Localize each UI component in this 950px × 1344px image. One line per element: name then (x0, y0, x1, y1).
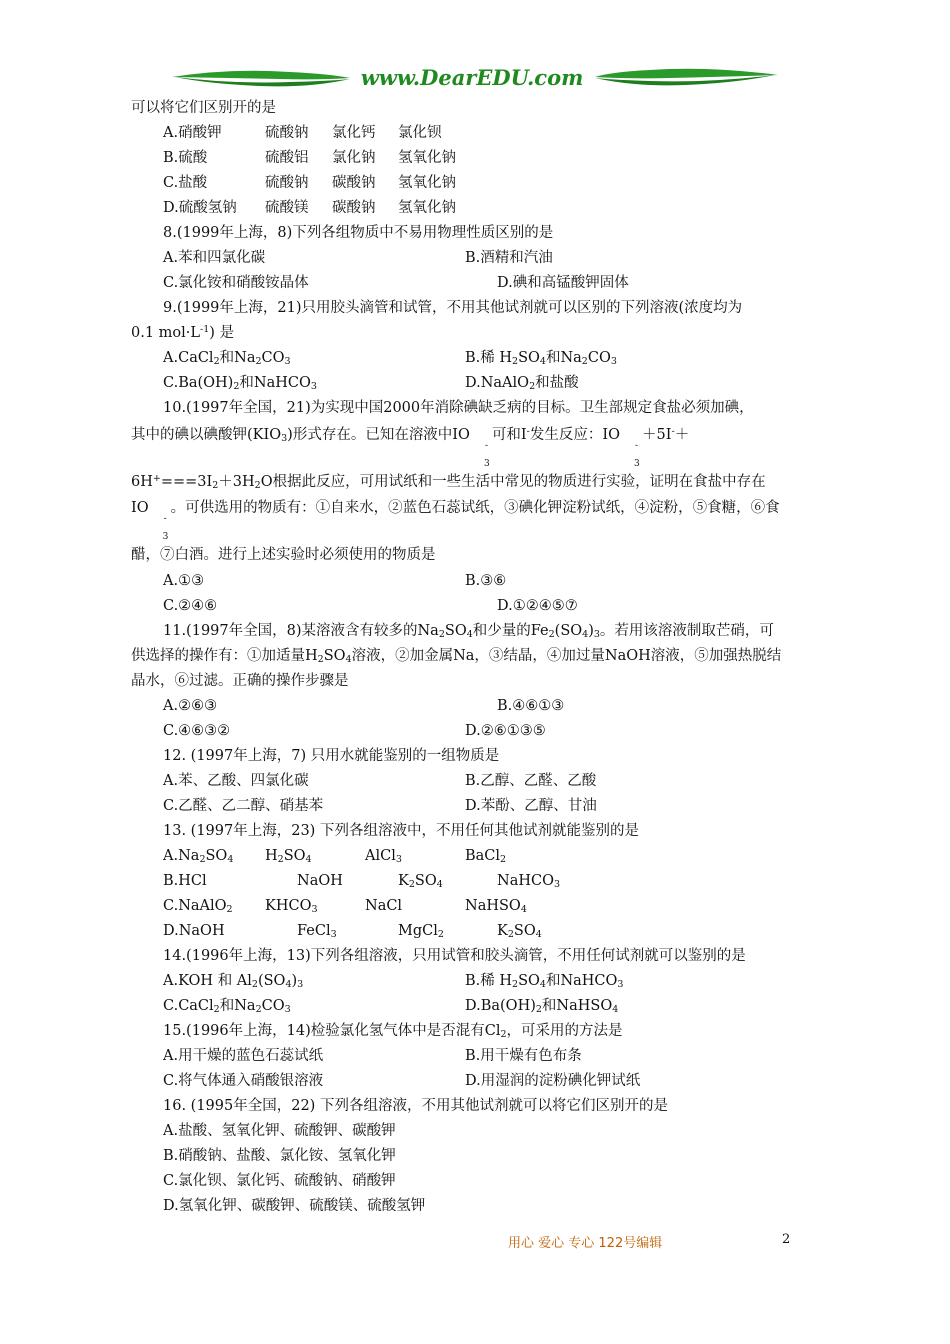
option: C.盐酸 (163, 175, 208, 191)
question-9-cont: 0.1 $mol\cdot L^{-1}$) 是 (131, 324, 235, 341)
option-item: 氢氧化钠 (398, 200, 456, 216)
question-9: 9.(1999年上海，21)只用胶头滴管和试管，不用其他试剂就可以区别的下列溶液(浓度均为 (163, 300, 743, 316)
text-line: 可以将它们区别开的是 (131, 100, 276, 116)
option-item: $K_2SO_4$ (497, 923, 542, 940)
option: B.硫酸 (163, 150, 208, 166)
option-item: FeCl$_3$ (297, 923, 337, 940)
page-number: 2 (782, 1232, 791, 1247)
option-b: B.HCl (163, 873, 207, 889)
question-14: 14.(1996年上海，13)下列各组溶液，只用试管和胶头滴管，不用任何试剂就可以鉴别的是 (163, 948, 746, 964)
question-10: 10.(1997年全国，21)为实现中国2000年消除碘缺乏病的目标。卫生部规定食盐必须加碘， (163, 400, 754, 416)
question-10-line5: 醋，⑦白酒。进行上述实验时必须使用的物质是 (131, 547, 436, 563)
option-d: D.①②④⑤⑦ (497, 598, 578, 614)
footer-text: 用心 爱心 专心 122号编辑 (508, 1236, 663, 1251)
option-b: B.用干燥有色布条 (465, 1048, 582, 1064)
option-item: 硫酸镁 (265, 200, 309, 216)
option-d: D.氢氧化钾、碳酸钾、硫酸镁、硫酸氢钾 (163, 1198, 426, 1214)
option-item: 硫酸铝 (265, 150, 309, 166)
site-logo (170, 60, 780, 100)
option-item: 碳酸钠 (332, 175, 376, 191)
option-c: C.将气体通入硝酸银溶液 (163, 1073, 324, 1089)
option-item: 氯化钠 (332, 150, 376, 166)
option-c: C.NaAlO$_2$ (163, 898, 233, 915)
option-item: NaCl (365, 898, 403, 914)
option-b: B.硝酸钠、盐酸、氯化铵、氢氧化钾 (163, 1148, 396, 1164)
option-item: 氢氧化钠 (398, 150, 456, 166)
option-item: 碳酸钠 (332, 200, 376, 216)
option-item: 氯化钙 (332, 125, 376, 141)
option-d: D.②⑥①③⑤ (465, 723, 546, 739)
option-item: NaHCO$_3$ (497, 873, 561, 890)
option-d: D.用湿润的淀粉碘化钾试纸 (465, 1073, 641, 1089)
option-item: 硫酸钠 (265, 175, 309, 191)
question-10-line4: IO - 3 。可供选用的物质有：①自来水，②蓝色石蕊试纸，③碘化钾淀粉试纸，④淀粉，⑤食糖，⑥食 (131, 500, 780, 542)
option-item: $H_2SO_4$ (265, 848, 312, 865)
option-a: A.盐酸、氢氧化钾、硫酸钾、碳酸钾 (163, 1123, 396, 1139)
option-c: C.氯化铵和硝酸铵晶体 (163, 275, 309, 291)
option-c: C.乙醛、乙二醇、硝基苯 (163, 798, 324, 814)
option-d: D.NaAlO$_2$和盐酸 (465, 375, 579, 392)
option-b: B.稀 $H_2SO_4$和NaHCO$_3$ (465, 973, 624, 990)
logo-text: www.DearEDU.com (360, 65, 584, 90)
option-c: C.②④⑥ (163, 598, 218, 614)
question-10-line2: 其中的碘以碘酸钾$(KIO_3)$形式存在。已知在溶液中IO - 3 可和I-发生反应：IO - 3 ＋5I-＋ (131, 426, 690, 469)
option-a: A.苯、乙酸、四氯化碳 (163, 773, 309, 789)
option-b: B.稀 $H_2SO_4$和$Na_2CO_3$ (465, 350, 617, 367)
question-13: 13. (1997年上海，23) 下列各组溶液中，不用任何其他试剂就能鉴别的是 (163, 823, 639, 839)
question-16: 16. (1995年全国，22) 下列各组溶液，不用其他试剂就可以将它们区别开的是 (163, 1098, 668, 1114)
option-item: NaOH (297, 873, 343, 889)
option-item: 氯化钡 (398, 125, 442, 141)
option-d: D.苯酚、乙醇、甘油 (465, 798, 597, 814)
option-a: A.KOH 和 $Al_2(SO_4)_3$ (163, 973, 304, 990)
option-item: 硫酸钠 (265, 125, 309, 141)
option-item: 氢氧化钠 (398, 175, 456, 191)
option-a: A.①③ (163, 573, 205, 589)
option-item: AlCl$_3$ (365, 848, 402, 865)
question-8: 8.(1999年上海，8)下列各组物质中不易用物理性质区别的是 (163, 225, 554, 241)
question-11: 11.(1997年全国，8)某溶液含有较多的$Na_2SO_4$和少量的$Fe_2(SO_4)_3$。若用该溶液制取芒硝，可 (163, 623, 774, 640)
option-b: B.乙醇、乙醛、乙酸 (465, 773, 597, 789)
option-c: C.CaCl$_2$和$Na_2CO_3$ (163, 998, 291, 1015)
option-d: $D.Ba(OH)_2$和NaHSO$_4$ (465, 998, 619, 1015)
option-a: A.苯和四氯化碳 (163, 250, 266, 266)
option-b: B.③⑥ (465, 573, 507, 589)
option-b: B.④⑥①③ (497, 698, 565, 714)
option: D.硫酸氢钠 (163, 200, 237, 216)
question-15: 15.(1996年上海，14)检验氯化氢气体中是否混有$Cl_2$，可采用的方法是 (163, 1023, 623, 1040)
option-c: C.氯化钡、氯化钙、硫酸钠、硝酸钾 (163, 1173, 396, 1189)
option-a: $A.Na_2SO_4$ (163, 848, 234, 865)
option-a: A.用干燥的蓝色石蕊试纸 (163, 1048, 324, 1064)
option-item: MgCl$_2$ (398, 923, 444, 940)
question-11-line3: 晶水，⑥过滤。正确的操作步骤是 (131, 673, 349, 689)
option-c: $C.Ba(OH)_2$和NaHCO$_3$ (163, 375, 317, 392)
option-b: B.酒精和汽油 (465, 250, 553, 266)
option-item: BaCl$_2$ (465, 848, 507, 865)
option-d: D.碘和高锰酸钾固体 (497, 275, 629, 291)
option-a: A.②⑥③ (163, 698, 218, 714)
question-10-line3: $6H^+===3I_2+3H_2O$根据此反应，可用试纸和一些生活中常见的物质进行实验，证明在食盐中存在 (131, 473, 766, 491)
option-item: NaHSO$_4$ (465, 898, 527, 915)
option-item: $K_2SO_4$ (398, 873, 443, 890)
option-item: $KHCO_3$ (265, 898, 318, 915)
question-12: 12. (1997年上海，7) 只用水就能鉴别的一组物质是 (163, 748, 500, 764)
option: A.硝酸钾 (163, 125, 222, 141)
option-d: D.NaOH (163, 923, 225, 939)
question-11-line2: 供选择的操作有：①加适量$H_2SO_4$溶液，②加金属Na，③结晶，④加过量NaOH溶液，⑤加强热脱结 (131, 648, 782, 665)
option-a: A.CaCl$_2$和$Na_2CO_3$ (163, 350, 291, 367)
option-c: C.④⑥③② (163, 723, 231, 739)
